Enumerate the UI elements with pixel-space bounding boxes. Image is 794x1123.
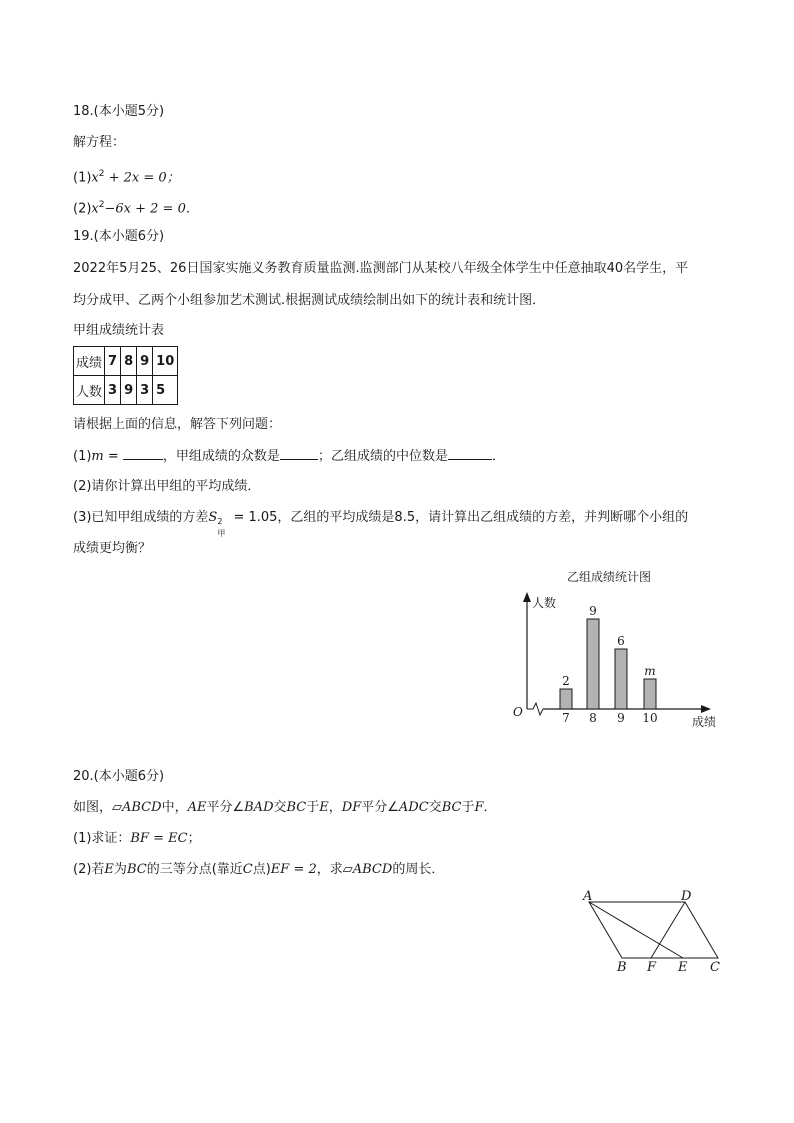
q19-part3-line2: 成绩更均衡？ (73, 541, 152, 556)
segment-ae (589, 902, 683, 958)
point-label-f: F (647, 960, 657, 975)
point-label-e: E (678, 960, 688, 975)
chart-y-axis-label: 人数 (532, 596, 557, 610)
q20-text-line1: 如图，▱ABCD中，AE平分∠BAD交BC于E，DF平分∠ADC交BC于F． (73, 800, 497, 815)
table-cell: 3 (137, 376, 153, 405)
chart-data-label: 6 (617, 634, 625, 648)
table-row-head: 成绩 (74, 347, 105, 376)
q19-table-title: 甲组成绩统计表 (73, 323, 165, 338)
q19-part2: (2)请你计算出甲组的平均成绩． (73, 479, 261, 494)
chart-origin-label: O (513, 705, 523, 719)
q19-part3-line1: (3)已知甲组成绩的方差S 2 甲 = 1.05，乙组的平均成绩是8.5，请计算出乙组成绩的方差，并判断哪个小组的 (73, 510, 689, 538)
q20-header: 20.(本小题6分) (73, 769, 165, 784)
q18-part2: $(2)x^2-6x + 2 = 0$． (73, 200, 199, 217)
table-cell: 7 (105, 347, 121, 376)
table-cell: 5 (153, 376, 178, 405)
chart-data-label: 2 (562, 674, 570, 688)
chart-x-tick-label: 10 (642, 711, 658, 725)
q19-instruction: 请根据上面的信息，解答下列问题： (73, 417, 282, 432)
table-cell: 3 (105, 376, 121, 405)
table-cell: 10 (153, 347, 178, 376)
q19-part1: (1)m = ，甲组成绩的众数是 ；乙组成绩的中位数是 ． (73, 449, 505, 464)
vertex-label-d: D (681, 889, 692, 904)
parallelogram-abcd (589, 902, 718, 958)
chart-x-tick-label: 9 (617, 711, 625, 725)
chart-data-label: 9 (589, 604, 597, 618)
q18-part1: $(1)x^2 + 2x = 0$； (73, 169, 180, 186)
q19-text-line1: 2022年5月25、26日国家实施义务教育质量监测.监测部门从某校八年级全体学生中任意抽取40名学生，平 (73, 261, 689, 276)
chart-title: 乙组成绩统计图 (566, 570, 652, 584)
q18-prompt: 解方程： (73, 135, 126, 150)
q20-part1: (1)求证：BF = EC； (73, 831, 201, 846)
q20-part2: (2)若E为BC的三等分点(靠近C点)EF = 2，求▱ABCD的周长． (73, 862, 445, 877)
chart-x-axis-label: 成绩 (692, 715, 717, 729)
table-row-head: 人数 (74, 376, 105, 405)
vertex-label-a: A (583, 889, 593, 904)
chart-x-tick-label: 8 (589, 711, 597, 725)
q19-text-line2: 均分成甲、乙两个小组参加艺术测试.根据测试成绩绘制出如下的统计表和统计图． (73, 293, 546, 308)
chart-data-label: m (644, 664, 656, 678)
vertex-label-b: B (617, 960, 627, 975)
table-cell: 8 (121, 347, 137, 376)
table-cell: 9 (121, 376, 137, 405)
q18-header: 18.(本小题5分) (73, 104, 165, 119)
chart-x-tick-label: 7 (562, 711, 570, 725)
vertex-label-c: C (710, 960, 720, 975)
table-cell: 9 (137, 347, 153, 376)
q19-header: 19.(本小题6分) (73, 229, 165, 244)
